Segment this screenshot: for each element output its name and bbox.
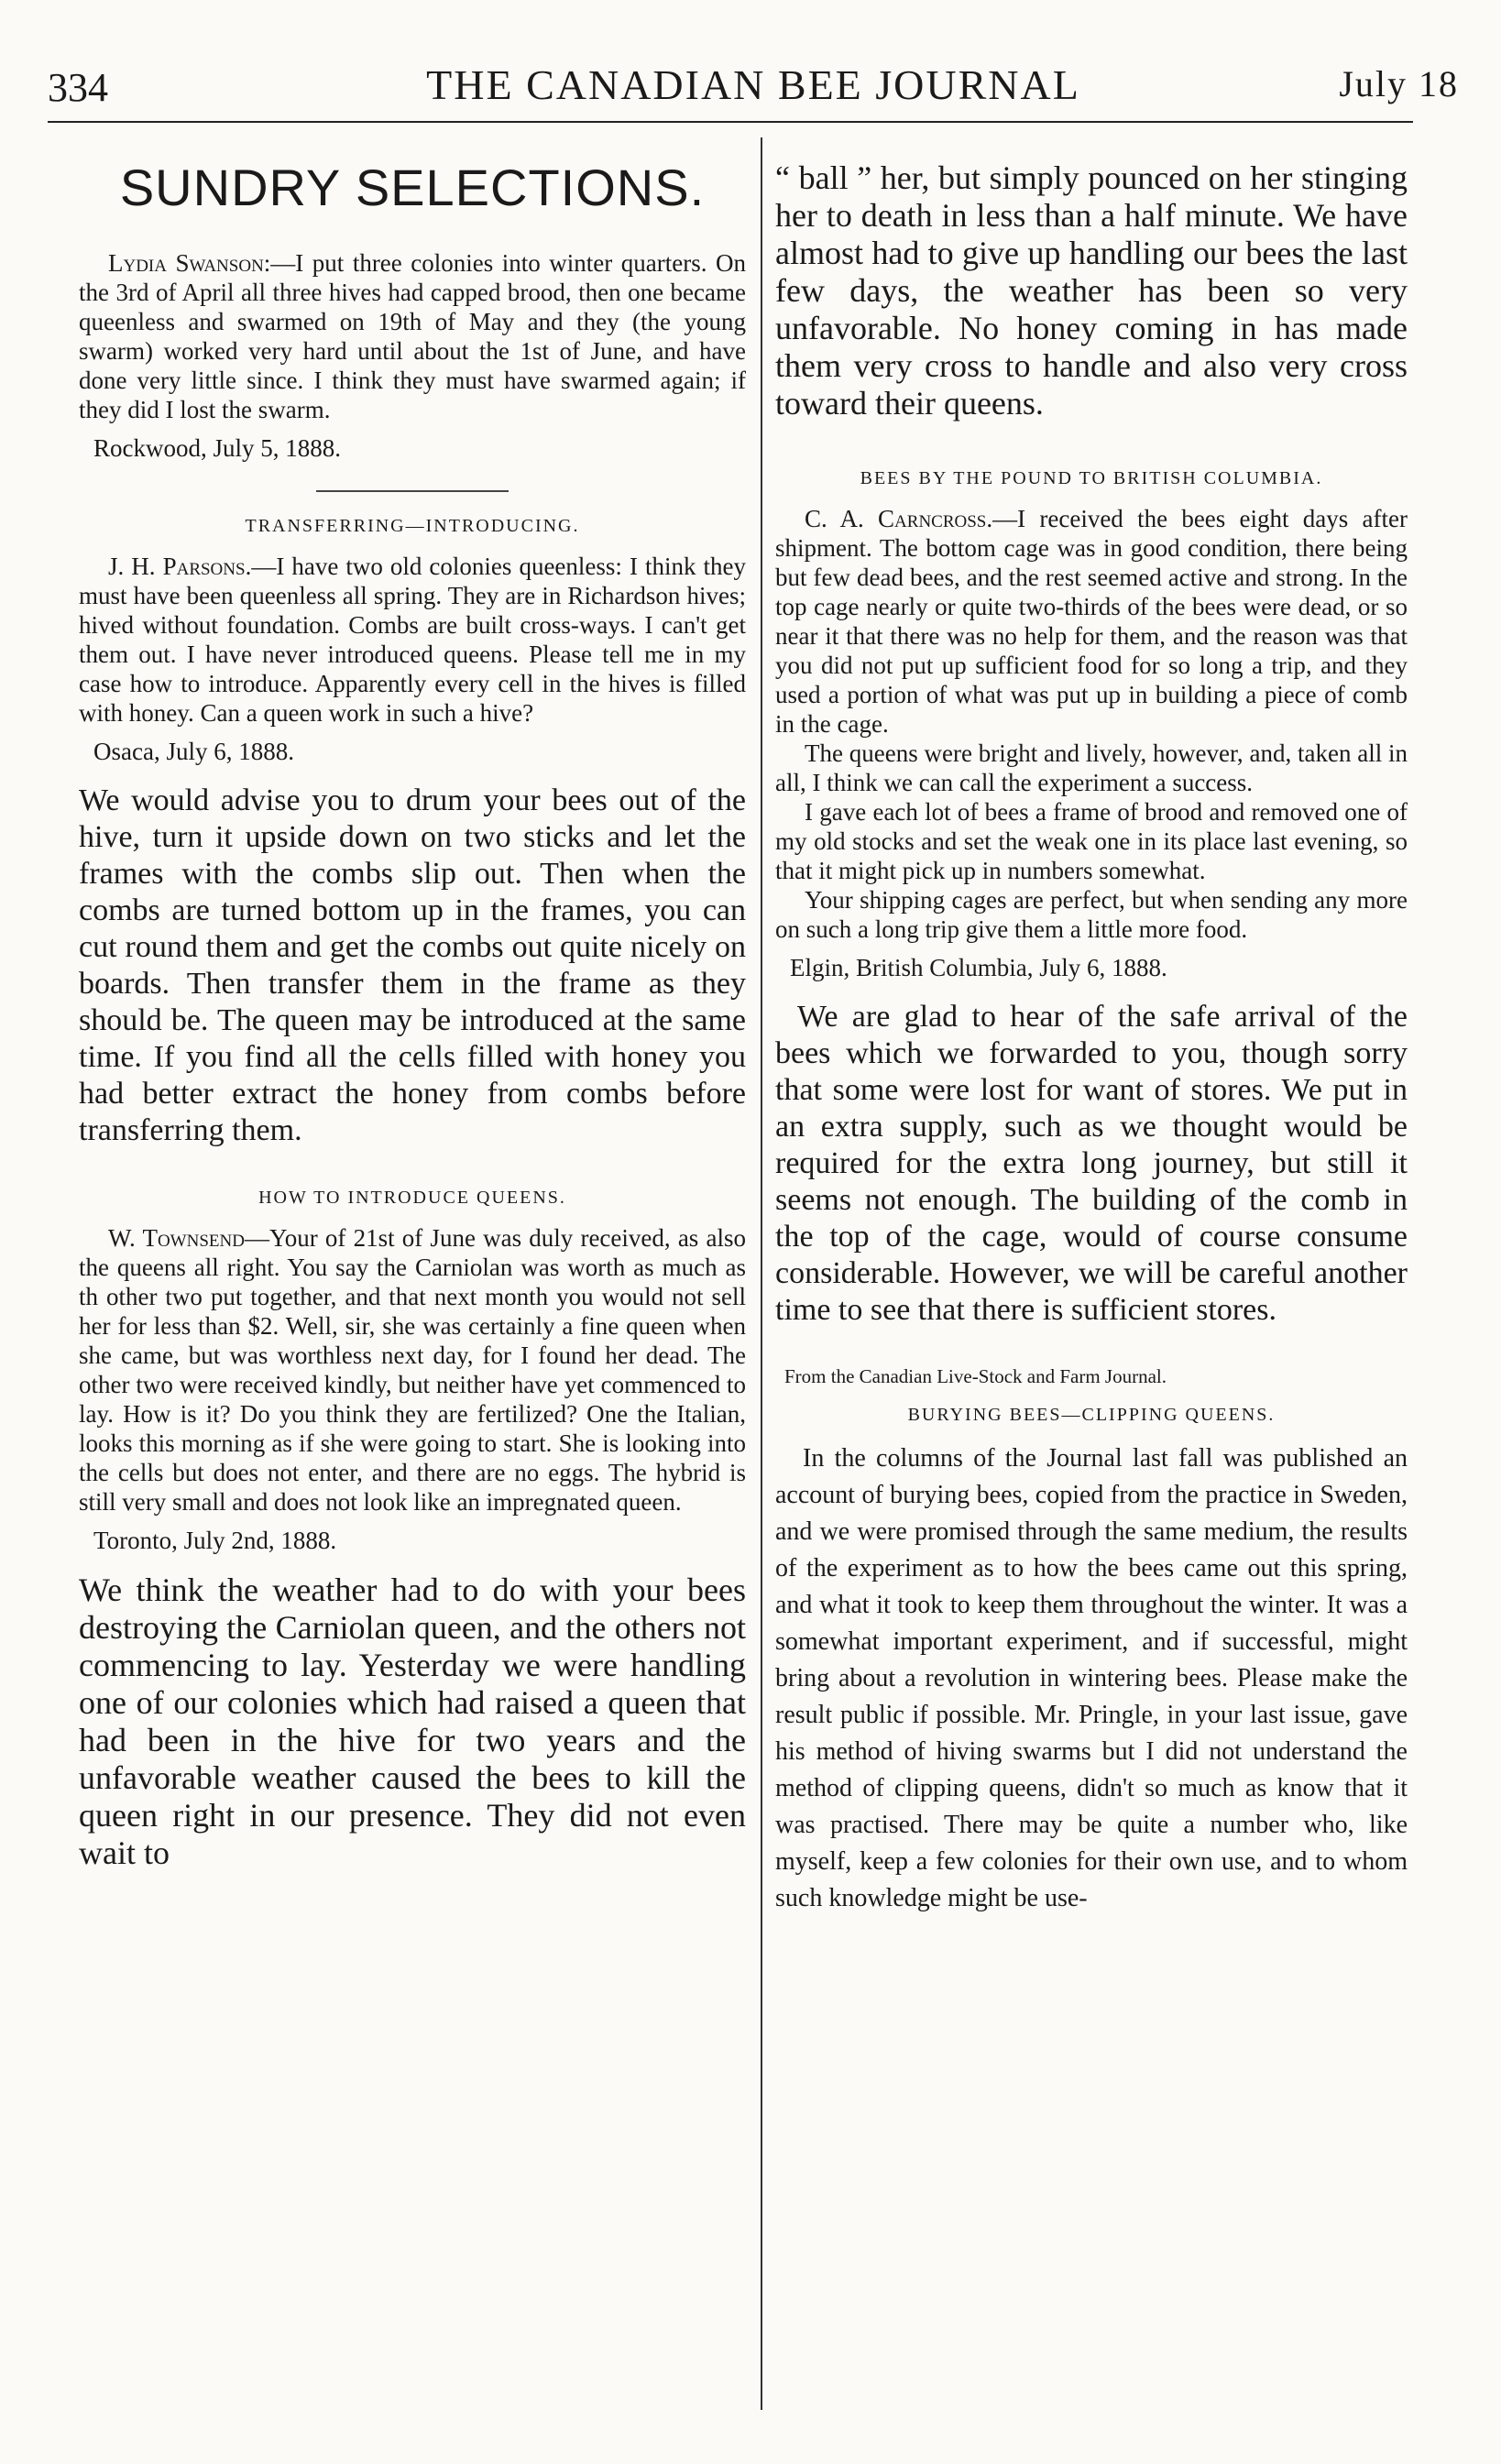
journal-title: THE CANADIAN BEE JOURNAL <box>426 61 1080 108</box>
editor-reply: We are glad to hear of the safe arrival of the bees which we forwarded to you, though sorry that some were lost for want of stores. We put in an extra supply, such as we thought would be required for the extra long journey, but still it seems not enough. The building of the comb in the top of the cage, would of course consume considerable. However, we will be careful another time to see that there is sufficient stores. <box>775 1000 1408 1327</box>
letter-signoff: Toronto, July 2nd, 1888. <box>93 1527 337 1554</box>
editor-reply-continued: “ ball ” her, but simply pounced on her stinging her to death in less than a half minute. We have almost had to give up handling our bees the last few days, the weather has been so very unfavorable. No honey coming in has made them very cross to handle and also very cross toward their queens. <box>775 159 1408 422</box>
letter-author: J. H. Parsons. <box>108 553 252 580</box>
letter-author: C. A. Carncross. <box>805 505 993 532</box>
source-credit: From the Canadian Live-Stock and Farm Journal. <box>784 1365 1167 1387</box>
page-header <box>48 55 1459 119</box>
letter-signoff: Osaca, July 6, 1888. <box>93 738 294 765</box>
letter-body: —I put three colonies into winter quarters. On the 3rd of April all three hives had capped brood, then one became queenless and swarmed on 19th of May and they (the young swarm) worked very hard until about the 1st of June, and have done very little since. I think they must have swarmed again; if they did I lost the swarm. <box>79 249 746 423</box>
section-title: SUNDRY SELECTIONS. <box>119 159 706 216</box>
letter-author: Lydia Swanson: <box>108 249 271 277</box>
left-column <box>79 136 746 1872</box>
letter-body: —I received the bees eight days after shipment. The bottom cage was in good condition, there being but few dead bees, and the rest seemed active and strong. In the top cage nearly or quite two-thirds of the bees were dead, or so near it that there was no help for them, and the reason was that you did not put up sufficient food for so long a trip, and they used a portion of what was put up in building a piece of comb in the cage. <box>775 505 1408 738</box>
spacer <box>775 422 1408 468</box>
article-body: In the columns of the Journal last fall was published an account of burying bees, copied from the practice in Sweden, and we were promised through the same medium, the results of the experiment as to how the bees came out this spring, and what it took to keep them throughout the winter. It was a somewhat important experiment, and if successful, might bring about a revolution in wintering bees. Please make the result public if possible. Mr. Pringle, in your last issue, gave his method of hiving swarms but I did not understand the method of clipping queens, didn't so much as know that it was practised. There may be quite a number who, like myself, keep a few colonies for their own use, and to whom such knowledge might be use- <box>775 1444 1408 1912</box>
letter-body: —Your of 21st of June was duly received, as also the queens all right. You say the Carniolan was worth as much as th other two put together, and that next month you would not sell her for less than $2. Well, sir, she was certainly a fine queen when she came, but was worthless next day, for I found her dead. The other two were received kindly, but neither have yet commenced to lay. How is it? Do you think they are fertilized? One the Italian, looks this morning as if she were going to start. She is looking into the cells but does not enter, and there are no eggs. The hybrid is still very small and does not look like an impregnated queen. <box>79 1224 746 1516</box>
letter-paragraph: I gave each lot of bees a frame of brood and removed one of my old stocks and set the weak one in its place last evening, so that it might pick up in numbers somewhat. <box>775 798 1408 884</box>
letter-swanson <box>79 248 746 424</box>
letter-carncross <box>775 504 1408 944</box>
subheading-british-columbia: BEES BY THE POUND TO BRITISH COLUMBIA. <box>860 468 1323 488</box>
page-number: 334 <box>48 65 108 110</box>
letter-signoff: Rockwood, July 5, 1888. <box>93 434 341 462</box>
letter-signoff: Elgin, British Columbia, July 6, 1888. <box>790 954 1167 981</box>
letter-townsend <box>79 1223 746 1517</box>
subheading-burying-bees: BURYING BEES—CLIPPING QUEENS. <box>907 1405 1276 1425</box>
subheading-introduce-queens: HOW TO INTRODUCE QUEENS. <box>258 1188 566 1208</box>
letter-paragraph: The queens were bright and lively, however, and, taken all in all, I think we can call the experiment a success. <box>775 739 1408 796</box>
right-column <box>775 136 1408 1917</box>
editor-reply: We think the weather had to do with your bees destroying the Carniolan queen, and the others not commencing to lay. Yesterday we were handling one of our colonies which had raised a queen that had been in the hive for two years and the unfavorable weather caused the bees to kill the queen right in our presence. They did not even wait to <box>79 1571 746 1871</box>
letter-paragraph: Your shipping cages are perfect, but when sending any more on such a long trip give them a little more food. <box>775 886 1408 943</box>
letter-body: —I have two old colonies queenless: I think they must have been queenless all spring. They are in Richardson hives; hived without foundation. Combs are built cross-ways. I can't get them out. I have never introduced queens. Please tell me in my case how to introduce. Apparently every cell in the hives is filled with honey. Can a queen work in such a hive? <box>79 553 747 727</box>
issue-date: July 18 <box>1339 63 1459 104</box>
column-divider <box>761 137 762 2410</box>
letter-parsons <box>79 552 746 728</box>
header-rule <box>48 121 1413 123</box>
subheading-transferring: TRANSFERRING—INTRODUCING. <box>245 516 580 536</box>
spacer <box>316 1164 509 1173</box>
editor-reply: We would advise you to drum your bees out of the hive, turn it upside down on two sticks and let the frames with the combs slip out. Then when the combs are turned bottom up in the frames, you can cut round them and get the combs out quite nicely on boards. Then transfer them in the frame as they should be. The queen may be introduced at the same time. If you find all the cells filled with honey you had better extract the honey from combs before transferring them. <box>79 783 746 1147</box>
section-rule <box>316 490 509 492</box>
letter-author: W. Townsend <box>108 1224 245 1252</box>
